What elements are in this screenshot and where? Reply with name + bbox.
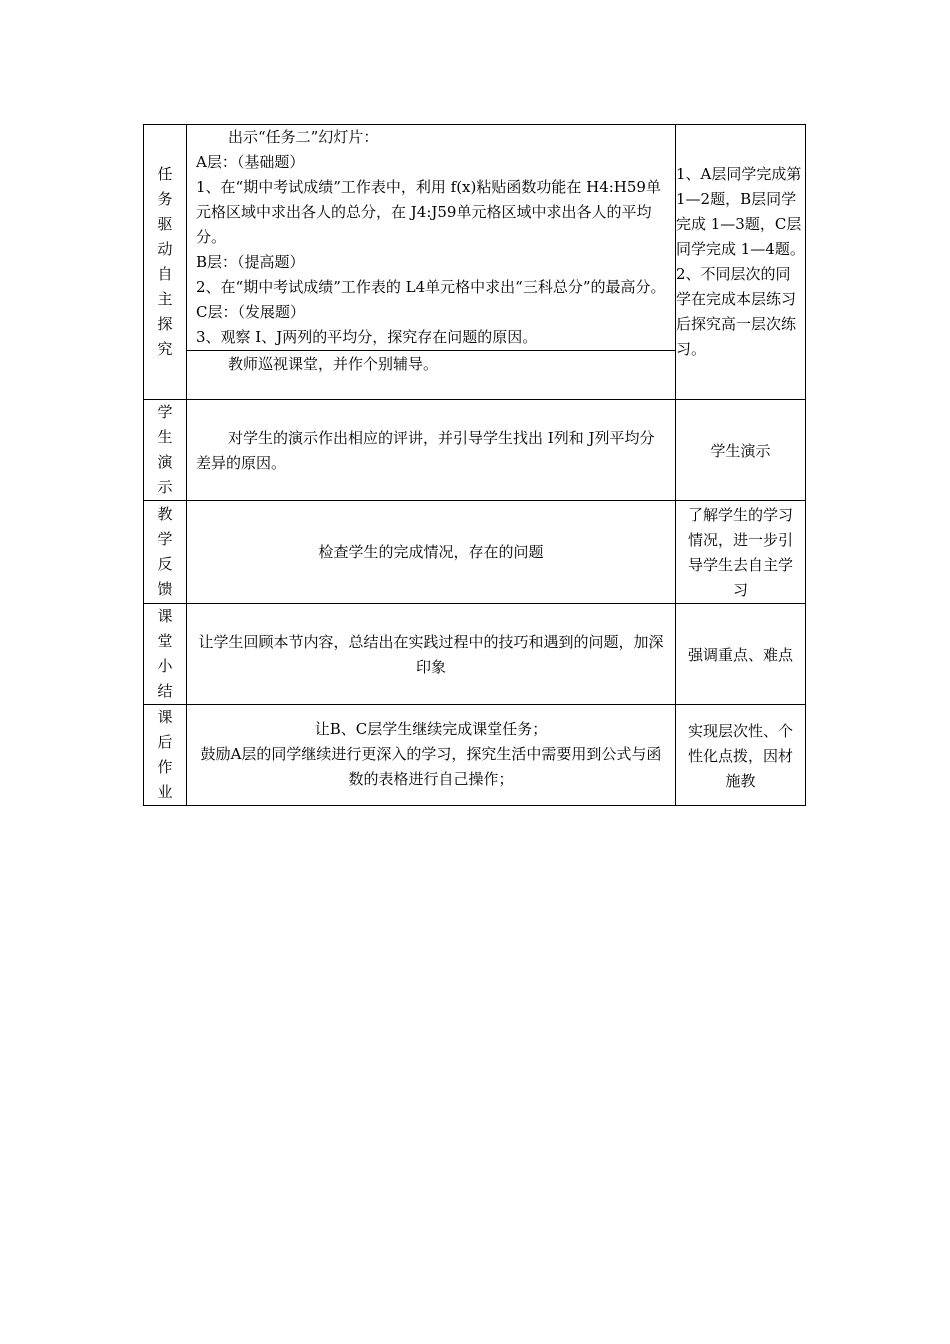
- level-b-title: B层：（提高题）: [196, 253, 305, 271]
- table-row-class-summary: [144, 604, 806, 705]
- task-note-1: 1、A层同学完成第 1—2题，B层同学完成 1—3题，C层同学完成 1—4题。: [676, 165, 805, 258]
- table-row-teaching-feedback: [144, 501, 806, 604]
- homework-note: 实现层次性、个性化点拨，因材施教: [676, 705, 806, 806]
- row-label-class-summary: 课 堂 小 结: [144, 604, 187, 705]
- homework-line-1: 让B、C层学生继续完成课堂任务；: [314, 720, 548, 738]
- class-summary-content: 让学生回顾本节内容，总结出在实践过程中的技巧和遇到的问题，加深印象: [187, 604, 676, 705]
- row-label-homework: 课 后 作 业: [144, 705, 187, 806]
- task-intro: 出示“任务二”幻灯片：: [228, 128, 379, 146]
- row-label-student-demo: 学 生 演 示: [144, 400, 187, 501]
- task-content-cell: [187, 125, 676, 400]
- task-instructions: [187, 125, 675, 350]
- table-row-task-driven: [144, 125, 806, 400]
- homework-line-2: 鼓励A层的同学继续进行更深入的学习，探究生活中需要用到公式与函数的表格进行自己操作；: [200, 745, 662, 788]
- row-label-task-driven: 任 务 驱 动 自 主 探 究: [144, 125, 187, 400]
- student-demo-note: 学生演示: [676, 400, 806, 501]
- level-a-text: 1、在“期中考试成绩”工作表中，利用 f(x)粘贴函数功能在 H4:H59单元格区域中求出各人的总分，在 J4:J59单元格区域中求出各人的平均分。: [196, 178, 661, 246]
- student-demo-content: 对学生的演示作出相应的评讲，并引导学生找出 I列和 J列平均分差异的原因。: [187, 400, 676, 501]
- row-label-teaching-feedback: 教 学 反 馈: [144, 501, 187, 604]
- teaching-feedback-note: 了解学生的学习情况，进一步引导学生去自主学习: [676, 501, 806, 604]
- table-row-student-demo: [144, 400, 806, 501]
- task-notes-cell: [676, 125, 806, 400]
- level-c-title: C层：（发展题）: [196, 303, 305, 321]
- task-note-2: 2、不同层次的同学在完成本层练习后探究高一层次练习。: [676, 265, 797, 358]
- level-c-text: 3、观察 I、J两列的平均分，探究存在问题的原因。: [196, 328, 538, 346]
- teacher-note: 教师巡视课堂，并作个别辅导。: [187, 350, 675, 377]
- homework-content: [187, 705, 676, 806]
- table-row-homework: [144, 705, 806, 806]
- level-b-text: 2、在“期中考试成绩”工作表的 L4单元格中求出“三科总分”的最高分。: [196, 278, 666, 296]
- lesson-plan-table: [143, 124, 806, 806]
- class-summary-note: 强调重点、难点: [676, 604, 806, 705]
- teaching-feedback-content: 检查学生的完成情况，存在的问题: [187, 501, 676, 604]
- level-a-title: A层：（基础题）: [196, 153, 305, 171]
